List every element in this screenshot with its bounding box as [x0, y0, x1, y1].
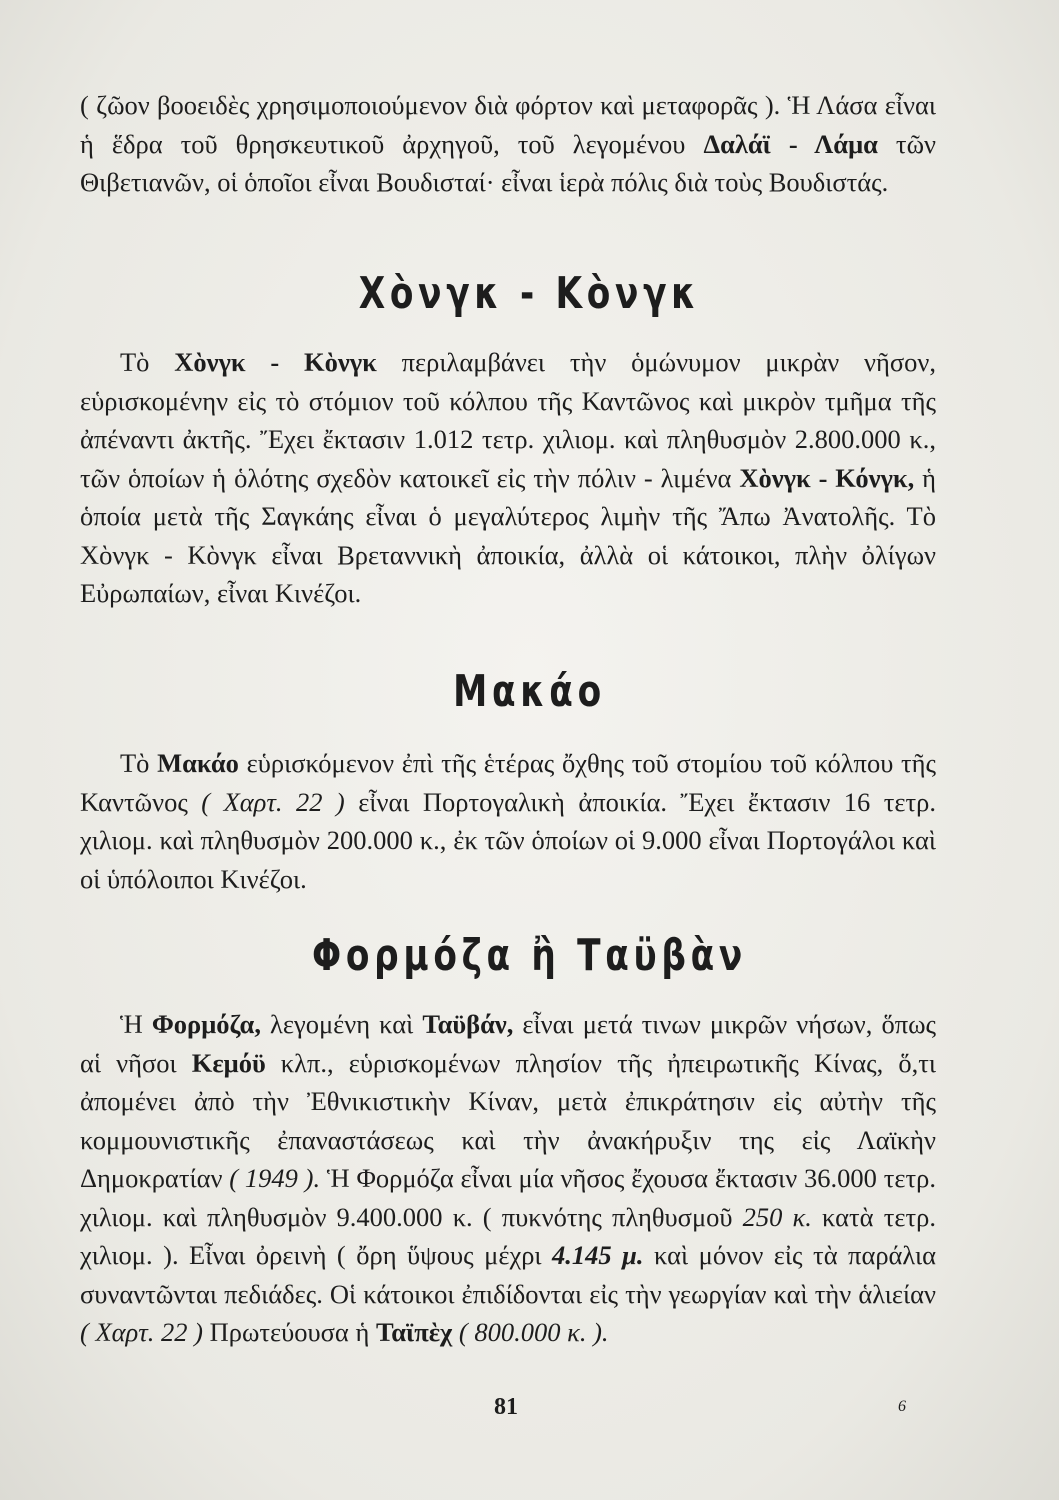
text-span: περιλαμβάνει τὴν ὁμώνυμον μικρὰν νῆσον, εὑρισκομένην εἰς τὸ στόμιον τοῦ κόλπου τῆς Καντῶνος καὶ μικρὸν τμῆμα τῆς ἀπέναντι ἀκτῆς. Ἔχει ἔκτασιν 1.012 τετρ. χιλιομ. καὶ πληθυσμὸν 2.800.000 κ., τῶν ὁποίων ἡ ὁλότης σχεδὸν κατοικεῖ εἰς τὴν πόλιν - λιμένα — [80, 347, 936, 493]
text-span: εὑρισκόμενον ἐπὶ τῆς ἑτέρας ὄχθης τοῦ στομίου τοῦ κόλπου τῆς Καντῶνος — [80, 748, 936, 817]
page-number: 81 — [494, 1394, 518, 1420]
intro-paragraph — [80, 86, 936, 202]
bold-term-macau: Μακάο — [157, 748, 239, 778]
italic-population: ( 800.000 κ. ). — [458, 1317, 609, 1347]
text-span: εἶναι μετά τινων μικρῶν νήσων, ὅπως αἱ νῆσοι — [80, 1009, 937, 1078]
italic-altitude: 4.145 μ. — [552, 1240, 644, 1270]
text-span: λεγομένη καὶ — [260, 1009, 423, 1039]
italic-density: 250 κ. — [742, 1201, 812, 1232]
text-span: ( ζῶον βοοειδὲς χρησιμοποιούμενον διὰ φόρτον καὶ μεταφορᾶς ). Ἡ Λάσα εἶναι ἡ ἕδρα τοῦ θρησκευτικοῦ ἀρχηγοῦ, τοῦ λεγομένου — [80, 90, 936, 159]
text-span: κλπ., εὑρισκομένων πλησίον τῆς ἠπειρωτικῆς Κίνας, ὅ,τι ἀπομένει ἀπὸ τὴν Ἐθνικιστικὴν Κίναν, μετὰ ἐπικράτησιν εἰς αὐτὴν τῆς κομμουνιστικῆς ἐπαναστάσεως καὶ τὴν ἀνακήρυξιν της εἰς Λαϊκὴν Δημοκρατίαν — [80, 1047, 936, 1193]
heading-formosa: Φορμόζα ἢ Ταϋβὰν — [312, 930, 747, 981]
heading-macau: Μακάο — [453, 666, 606, 717]
text-span: Ἡ — [120, 1009, 152, 1039]
bold-term-hongkong: Χὸνγκ - Κὸνγκ — [174, 347, 377, 377]
formosa-paragraph — [80, 1005, 936, 1352]
bold-term-taiwan: Ταϋβάν, — [422, 1009, 514, 1039]
text-span — [452, 1317, 459, 1347]
bold-term-taipei: Ταϊπὲχ — [375, 1317, 453, 1347]
bold-term-dalai-lama: Δαλάϊ - Λάμα — [703, 128, 878, 159]
bold-term-formosa: Φορμόζα, — [151, 1009, 261, 1039]
text-span: Πρωτεύουσα ἡ — [202, 1317, 376, 1347]
text-span: ἡ ὁποία μετὰ τῆς Σαγκάης εἶναι ὁ μεγαλύτερος λιμὴν τῆς Ἄπω Ἀνατολῆς. Τὸ Χὸνγκ - Κὸνγκ εἶναι Βρεταννικὴ ἀποικία, ἀλλὰ οἱ κάτοικοι, πλὴν ὀλίγων Εὐρωπαίων, εἶναι Κινέζοι. — [80, 462, 936, 608]
map-reference: ( Χαρτ. 22 ) — [201, 786, 345, 817]
bold-term-kemoy: Κεμόϋ — [191, 1047, 266, 1078]
text-span: Ἡ Φορμόζα εἶναι μία νῆσος ἔχουσα ἔκτασιν 36.000 τετρ. χιλιομ. καὶ πληθυσμὸν 9.400.000 κ. ( πυκνότης πληθυσμοῦ — [80, 1163, 937, 1232]
text-span: εἶναι Πορτογαλικὴ ἀποικία. Ἔχει ἔκτασιν 16 τετρ. χιλιομ. καὶ πληθυσμὸν 200.000 κ., ἐκ τῶν ὁποίων οἱ 9.000 εἶναι Πορτογάλοι καὶ οἱ ὑπόλοιποι Κινέζοι. — [80, 786, 936, 894]
bold-term-hongkong-city: Χὸνγκ - Κόνγκ, — [739, 462, 915, 493]
text-span: καὶ μόνον εἰς τὰ παράλια συναντῶνται πεδιάδες. Οἱ κάτοικοι ἐπιδίδονται εἰς τὴν γεωργίαν καὶ τὴν ἁλιείαν — [80, 1240, 936, 1309]
hongkong-paragraph — [80, 343, 936, 613]
heading-hongkong: Χὸνγκ - Κὸνγκ — [358, 268, 701, 319]
text-span: κατὰ τετρ. χιλιομ. ). Εἶναι ὀρεινὴ ( ὄρη ὕψους μέχρι — [80, 1201, 936, 1270]
text-span: Τὸ — [120, 748, 158, 778]
text-span: Τὸ — [120, 347, 175, 377]
macau-paragraph — [80, 744, 936, 898]
italic-year: ( 1949 ). — [229, 1163, 321, 1193]
map-reference: ( Χαρτ. 22 ) — [80, 1317, 203, 1347]
text-span: τῶν Θιβετιανῶν, οἱ ὁποῖοι εἶναι Βουδισταί· εἶναι ἱερὰ πόλις διὰ τοὺς Βουδιστάς. — [80, 128, 937, 197]
signature-mark: 6 — [898, 1398, 906, 1415]
